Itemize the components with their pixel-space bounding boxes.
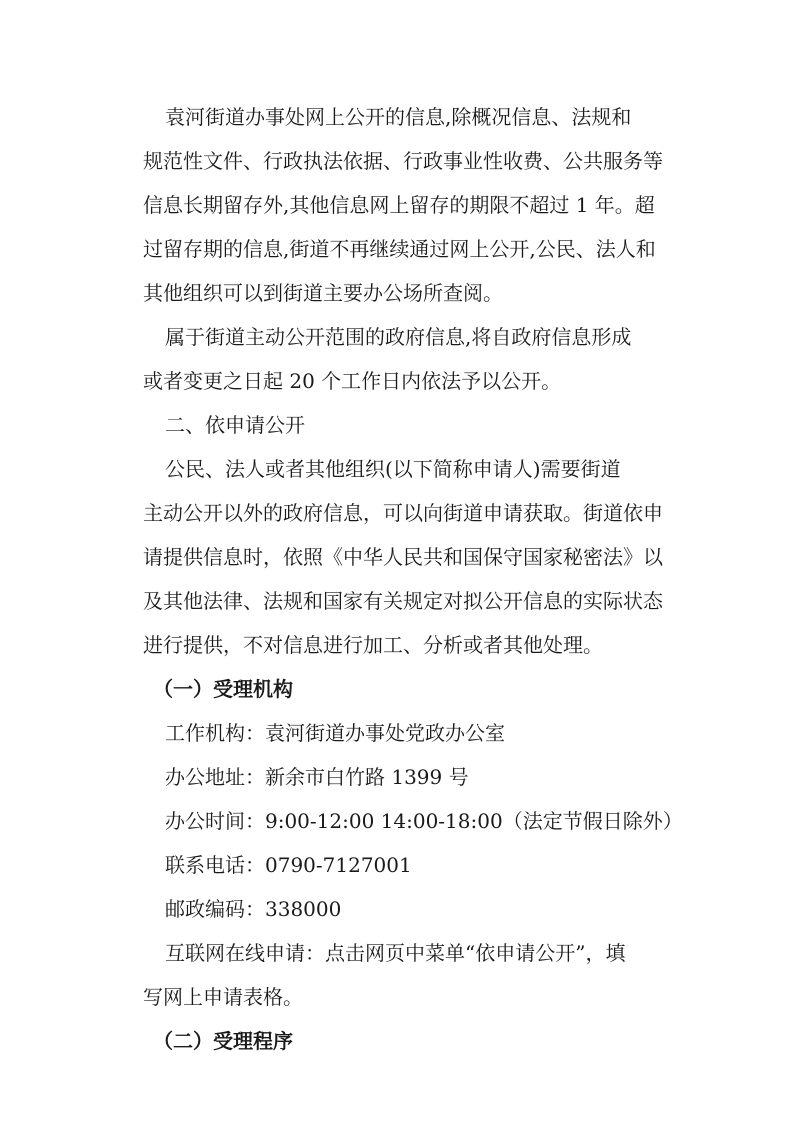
subheading-reception-agency: （一）受理机构 bbox=[153, 677, 293, 701]
paragraph-1-line-2: 规范性文件、行政执法依据、行政事业性收费、公共服务等 bbox=[143, 149, 663, 173]
online-application-line-2: 写网上申请表格。 bbox=[143, 985, 303, 1009]
paragraph-1-line-1: 袁河街道办事处网上公开的信息,除概况信息、法规和 bbox=[165, 105, 632, 129]
online-application-line-1: 互联网在线申请：点击网页中菜单“依申请公开”，填 bbox=[165, 941, 626, 965]
paragraph-2-line-2: 或者变更之日起 20 个工作日内依法予以公开。 bbox=[143, 369, 562, 393]
contact-phone: 联系电话：0790-7127001 bbox=[165, 853, 412, 877]
paragraph-3-line-3: 请提供信息时，依照《中华人民共和国保守国家秘密法》以 bbox=[143, 545, 663, 569]
paragraph-1-line-3: 信息长期留存外,其他信息网上留存的期限不超过 1 年。超 bbox=[143, 193, 655, 217]
paragraph-1-line-4: 过留存期的信息,街道不再继续通过网上公开,公民、法人和 bbox=[143, 237, 656, 261]
contact-agency: 工作机构：袁河街道办事处党政办公室 bbox=[165, 721, 505, 745]
contact-postcode: 邮政编码：338000 bbox=[165, 897, 342, 921]
contact-address: 办公地址：新余市白竹路 1399 号 bbox=[165, 765, 469, 789]
paragraph-3-line-4: 及其他法律、法规和国家有关规定对拟公开信息的实际状态 bbox=[143, 589, 663, 613]
contact-hours: 办公时间：9:00-12:00 14:00-18:00（法定节假日除外） bbox=[165, 809, 683, 833]
section-title: 二、依申请公开 bbox=[165, 413, 305, 437]
paragraph-3-line-5: 进行提供，不对信息进行加工、分析或者其他处理。 bbox=[143, 633, 603, 657]
paragraph-3-line-1: 公民、法人或者其他组织(以下简称申请人)需要街道 bbox=[165, 457, 621, 481]
paragraph-1-line-5: 其他组织可以到街道主要办公场所查阅。 bbox=[143, 281, 503, 305]
paragraph-3-line-2: 主动公开以外的政府信息，可以向街道申请获取。街道依申 bbox=[143, 501, 663, 525]
paragraph-2-line-1: 属于街道主动公开范围的政府信息,将自政府信息形成 bbox=[165, 325, 632, 349]
subheading-reception-procedure: （二）受理程序 bbox=[153, 1029, 293, 1053]
